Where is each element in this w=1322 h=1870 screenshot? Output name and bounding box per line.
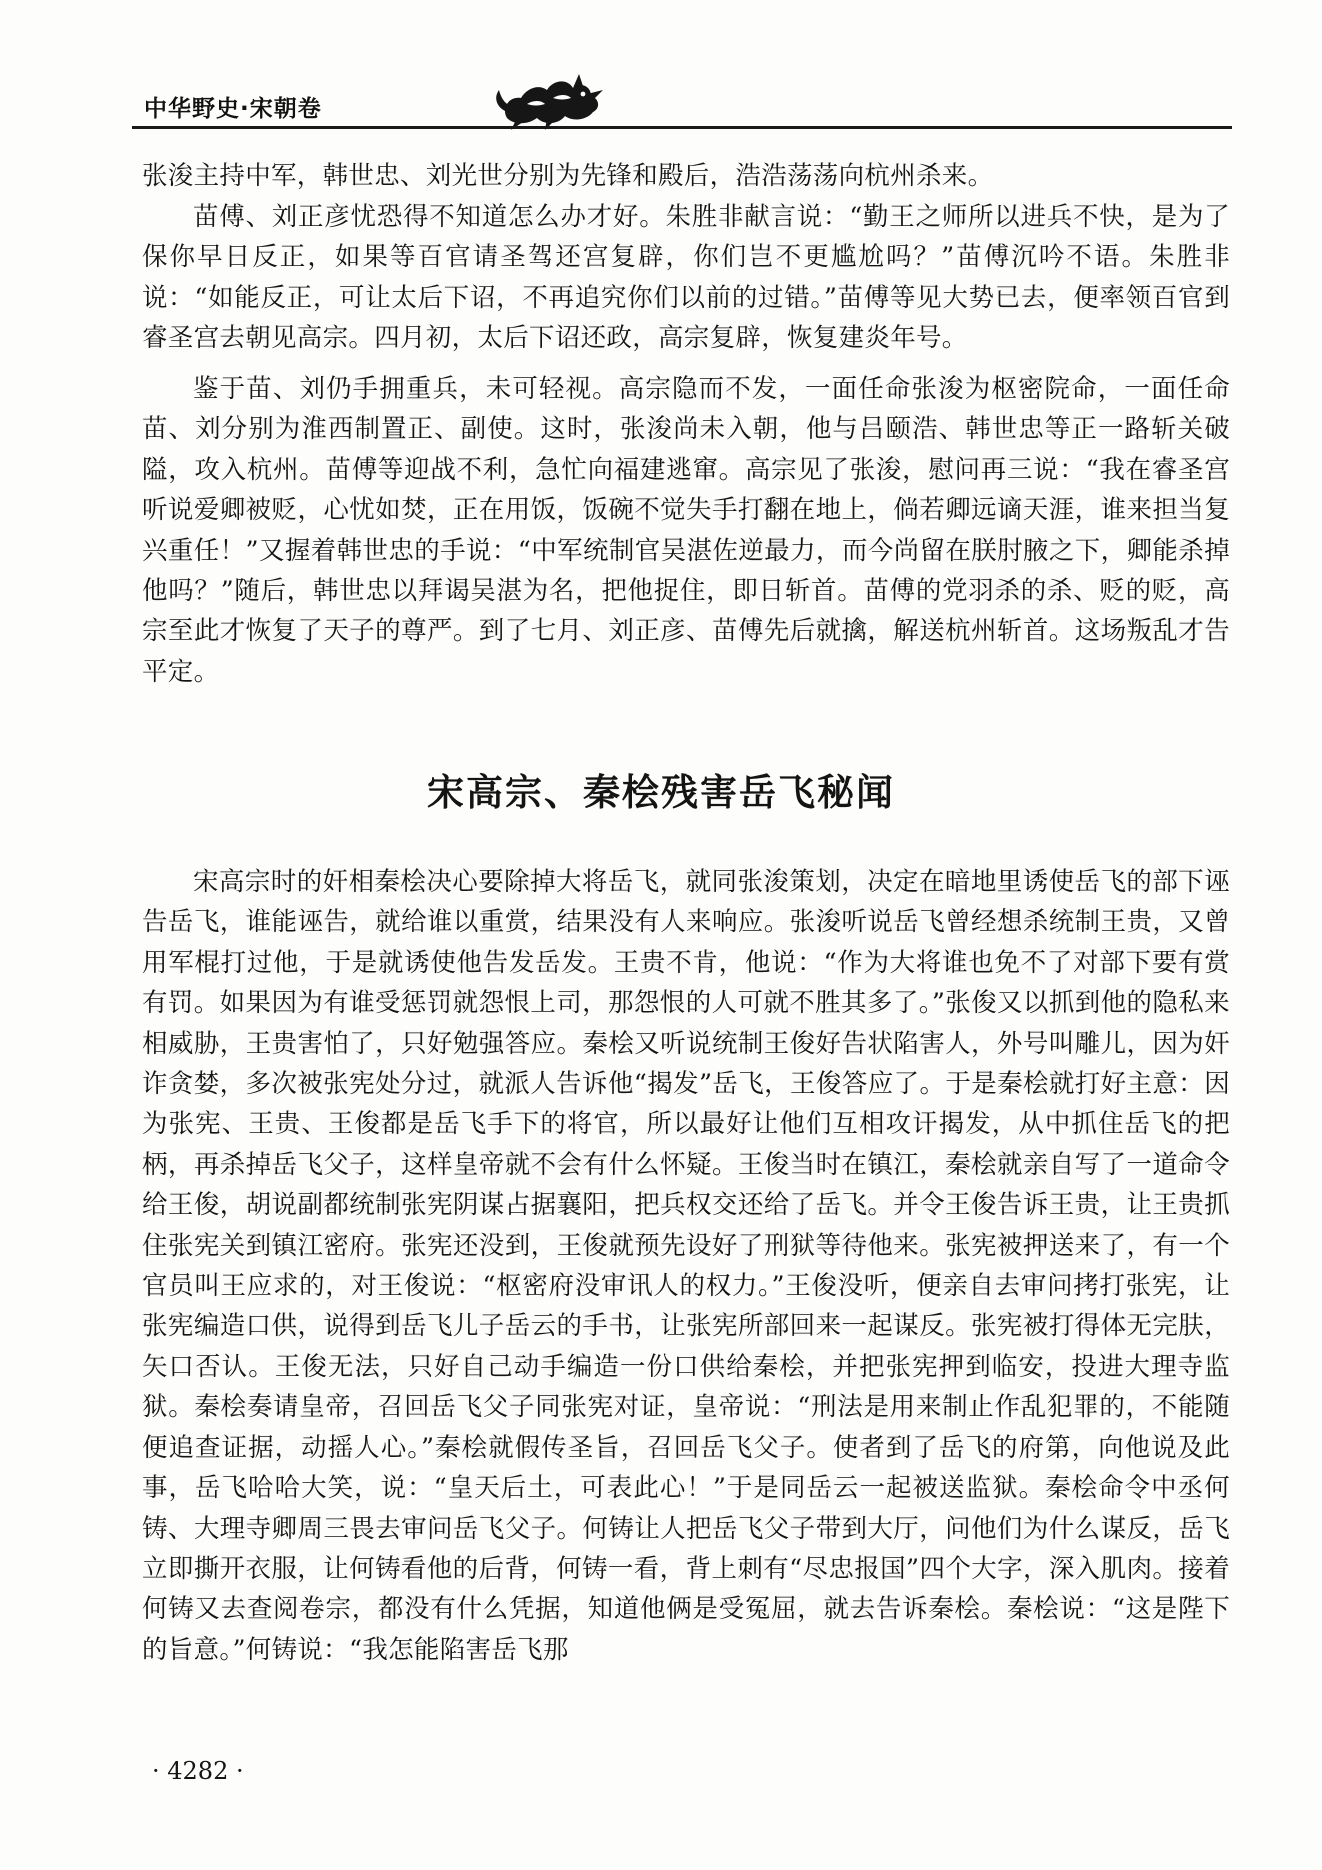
book-title: 中华野史·宋朝卷 bbox=[144, 96, 322, 122]
section-body-paragraph: 宋高宗时的奸相秦桧决心要除掉大将岳飞，就同张浚策划，决定在暗地里诱使岳飞的部下诬告岳飞，谁能诬告，就给谁以重赏，结果没有人来响应。张浚听说岳飞曾经想杀统制王贵，又曾用军棍打过他，于是就诱使他告发岳发。王贵不肯，他说：“作为大将谁也免不了对部下要有赏有罚。如果因为有谁受惩罚就怨恨上司，那怨恨的人可就不胜其多了。”张俊又以抓到他的隐私来相威胁，王贵害怕了，只好勉强答应。秦桧又听说统制王俊好告状陷害人，外号叫雕儿，因为奸诈贪婪，多次被张宪处分过，就派人告诉他“揭发”岳飞，王俊答应了。于是秦桧就打好主意：因为张宪、王贵、王俊都是岳飞手下的将官，所以最好让他们互相攻讦揭发，从中抓住岳飞的把柄，再杀掉岳飞父子，这样皇帝就不会有什么怀疑。王俊当时在镇江，秦桧就亲自写了一道命令给王俊，胡说副都统制张宪阴谋占据襄阳，把兵权交还给了岳飞。并令王俊告诉王贵，让王贵抓住张宪关到镇江密府。张宪还没到，王俊就预先设好了刑狱等待他来。张宪被押送来了，有一个官员叫王应求的，对王俊说：“枢密府没审讯人的权力。”王俊没听，便亲自去审问拷打张宪，让张宪编造口供，说得到岳飞儿子岳云的手书，让张宪所部回来一起谋反。张宪被打得体无完肤，矢口否认。王俊无法，只好自己动手编造一份口供给秦桧，并把张宪押到临安，投进大理寺监狱。秦桧奏请皇帝，召回岳飞父子同张宪对证，皇帝说：“刑法是用来制止作乱犯罪的，不能随便追查证据，动摇人心。”秦桧就假传圣旨，召回岳飞父子。使者到了岳飞的府第，向他说及此事，岳飞哈哈大笑，说：“皇天后土，可表此心！”于是同岳云一起被送监狱。秦桧命令中丞何铸、大理寺卿周三畏去审问岳飞父子。何铸让人把岳飞父子带到大厅，问他们为什么谋反，岳飞立即撕开衣服，让何铸看他的后背，何铸一看，背上刺有“尽忠报国”四个大字，深入肌肉。接着何铸又去查阅卷宗，都没有什么凭据，知道他俩是受冤屈，就去告诉秦桧。秦桧说：“这是陛下的旨意。”何铸说：“我怎能陷害岳飞那 bbox=[142, 867, 1230, 1665]
paragraph: 苗傅、刘正彦忧恐得不知道怎么办才好。朱胜非献言说：“勤王之师所以进兵不快，是为了保你早日反正，如果等百官请圣驾还宫复辟，你们岂不更尴尬吗？”苗傅沉吟不语。朱胜非说：“如能反正，可让太后下诏，不再追究你们以前的过错。”苗傅等见大势已去，便率领百官到睿圣宫去朝见高宗。四月初，太后下诏还政，高宗复辟，恢复建炎年号。 bbox=[142, 202, 1230, 354]
paragraph-continuation: 张浚主持中军，韩世忠、刘光世分别为先锋和殿后，浩浩荡荡向杭州杀来。 bbox=[142, 161, 994, 191]
page-number: · 4282 · bbox=[152, 1757, 244, 1785]
running-header bbox=[132, 80, 1232, 140]
section-title: 宋高宗、秦桧残害岳飞秘闻 bbox=[427, 771, 895, 814]
paragraph: 鉴于苗、刘仍手拥重兵，未可轻视。高宗隐而不发，一面任命张浚为枢密院命，一面任命苗、刘分别为淮西制置正、副使。这时，张浚尚未入朝，他与吕颐浩、韩世忠等正一路斩关破隘，攻入杭州。苗傅等迎战不利，急忙向福建逃窜。高宗见了张浚，慰问再三说：“我在睿圣宫听说爱卿被贬，心忧如焚，正在用饭，饭碗不觉失手打翻在地上，倘若卿远谪天涯，谁来担当复兴重任！”又握着韩世忠的手说：“中军统制官吴湛佐逆最力，而今尚留在朕肘腋之下，卿能杀掉他吗？”随后，韩世忠以拜谒吴湛为名，把他捉住，即日斩首。苗傅的党羽杀的杀、贬的贬，高宗至此才恢复了天子的尊严。到了七月、刘正彦、苗傅先后就擒，解送杭州斩首。这场叛乱才告平定。 bbox=[142, 374, 1230, 687]
dragon-ornament-icon bbox=[487, 68, 607, 134]
header-rule bbox=[132, 126, 1232, 129]
